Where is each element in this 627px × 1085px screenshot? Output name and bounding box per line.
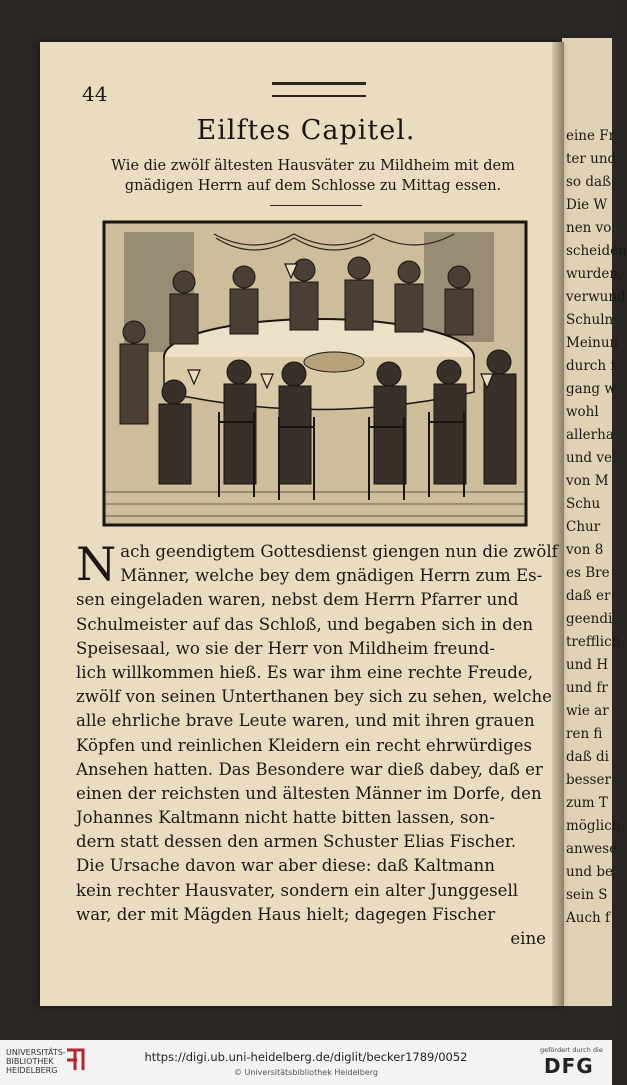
text-line <box>76 830 546 854</box>
library-name-line: UNIVERSITÄTS- <box>6 1048 66 1057</box>
chapter-title: Eilftes Capitel. <box>196 115 416 146</box>
facing-page-line: gang w <box>566 381 616 397</box>
facing-page-line: Meinun <box>566 335 619 351</box>
text-line-content: Speisesaal, wo sie der Herr von Mildheim freund- <box>76 638 495 658</box>
text-line <box>76 709 546 733</box>
text-line-content: kein rechter Hausvater, sondern ein alter Junggesell <box>76 880 519 900</box>
facing-page-line: sein S <box>566 887 608 903</box>
facing-page-line: Schuln <box>566 312 614 328</box>
facing-page-line: wurden, <box>566 266 623 282</box>
text-line-content: sen eingeladen waren, nebst dem Herrn Pfarrer und <box>76 590 519 610</box>
facing-page-line: ter und <box>566 151 617 167</box>
text-line-content: ach geendigtem Gottesdienst giengen nun die zwölf <box>120 542 558 561</box>
facing-page-line: es Bre <box>566 565 610 581</box>
text-line-content: Köpfen und reinlichen Kleidern ein recht ehrwürdiges <box>76 735 532 755</box>
facing-page-line: allerha <box>566 427 614 443</box>
facing-page-line: daß er <box>566 588 611 604</box>
text-line <box>76 854 546 878</box>
text-line <box>76 903 546 927</box>
permalink-url[interactable]: https://digi.ub.uni-heidelberg.de/diglit/becker1789/0052 <box>144 1050 468 1064</box>
facing-page-line: möglich <box>566 818 621 834</box>
facing-page-line: Auch f <box>566 910 610 926</box>
facing-page-line: ren fi <box>566 726 603 742</box>
subtitle-line: gnädigen Herrn auf dem Schlosse zu Mittag essen. <box>124 178 502 194</box>
woodcut-illustration <box>104 222 526 525</box>
facing-page-line: Die W <box>566 197 608 213</box>
facing-page-line: verwund <box>566 289 626 305</box>
facing-page-line: daß di <box>566 749 609 765</box>
facing-page-line: wohl <box>566 404 599 420</box>
facing-page-line: geendi <box>566 611 613 627</box>
page-gutter <box>552 42 564 1006</box>
facing-page-line: und ve <box>566 450 612 466</box>
body-text <box>76 537 558 951</box>
text-line <box>76 782 546 806</box>
facing-page-line: nen vo <box>566 220 612 236</box>
text-line <box>76 637 546 661</box>
library-name-line: HEIDELBERG <box>6 1066 58 1075</box>
library-name-line: BIBLIOTHEK <box>6 1057 54 1066</box>
facing-page-line: trefflich <box>566 634 621 650</box>
facing-page-line: von 8 <box>566 542 604 558</box>
text-line-content: alle ehrliche brave Leute waren, und mit ihren grauen <box>76 711 535 731</box>
text-line-content: Ansehen hatten. Das Besondere war dieß dabey, daß er <box>76 759 543 779</box>
viewer-footer <box>0 1040 612 1085</box>
copyright-notice: © Universitätsbibliothek Heidelberg <box>233 1068 378 1077</box>
facing-page-line: durch i <box>566 358 615 374</box>
facing-page-line: und be <box>566 864 613 880</box>
text-line-content: lich willkommen hieß. Es war ihm eine rechte Freude, <box>76 662 534 682</box>
text-line-content: einen der reichsten und ältesten Männer im Dorfe, den <box>76 783 542 803</box>
text-line <box>76 806 546 830</box>
facing-page-line: anwese <box>566 841 618 857</box>
funding-label: gefördert durch die <box>540 1046 603 1054</box>
catchword: eine <box>510 929 546 948</box>
text-line <box>76 661 546 685</box>
subtitle-line: Wie die zwölf ältesten Hausväter zu Mildheim mit dem <box>111 158 515 174</box>
text-line <box>76 588 546 612</box>
chapter-subtitle <box>78 156 548 196</box>
dfg-logo[interactable]: DFG <box>544 1054 594 1078</box>
text-line <box>76 564 546 588</box>
text-line <box>76 685 552 709</box>
text-line <box>76 879 546 903</box>
text-line <box>76 734 546 758</box>
page-number: 44 <box>82 82 108 106</box>
text-line-content: Männer, welche bey dem gnädigen Herrn zum Es- <box>120 566 543 586</box>
text-line <box>76 613 546 637</box>
facing-page-line: zum T <box>566 795 608 811</box>
facing-page-line: und fr <box>566 680 608 696</box>
title-rule <box>270 205 362 206</box>
facing-page-line: und H <box>566 657 609 673</box>
text-line-content: dern statt dessen den armen Schuster Elias Fischer. <box>76 832 517 852</box>
text-line-content: Schulmeister auf das Schloß, und begaben sich in den <box>76 614 534 634</box>
header-ornament <box>272 82 366 97</box>
text-line-content: war, der mit Mägden Haus hielt; dagegen Fischer <box>76 904 496 924</box>
facing-page-line: eine Fr <box>566 128 616 144</box>
facing-page-line: Chur <box>566 519 601 535</box>
text-line <box>76 758 546 782</box>
drop-cap: N <box>76 537 117 591</box>
text-line-content: Johannes Kaltmann nicht hatte bitten lassen, son- <box>76 808 495 828</box>
facing-page-line: Schu <box>566 496 601 512</box>
facing-page-text <box>566 125 626 930</box>
facing-page-line: wie ar <box>566 703 609 719</box>
text-line-content: Die Ursache davon war aber diese: daß Kaltmann <box>76 856 495 876</box>
facing-page-line: besser <box>566 772 611 788</box>
facing-page-line: von M <box>566 473 609 489</box>
facing-page-line: so daß <box>566 174 612 190</box>
text-line-content: zwölf von seinen Unterthanen bey sich zu sehen, welche <box>76 687 552 707</box>
facing-page-line: scheiden <box>566 243 627 259</box>
